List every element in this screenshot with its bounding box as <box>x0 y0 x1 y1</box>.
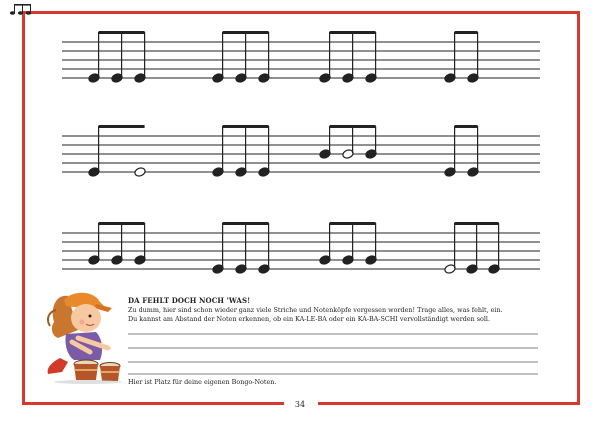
page-number: 34 <box>294 400 306 409</box>
caption-text: Hier ist Platz für deine eigenen Bongo-Noten. <box>128 378 277 386</box>
exercise-heading: DA FEHLT DOCH NOCH 'WAS! <box>128 296 251 305</box>
instruction-line-2: Du kannst am Abstand der Noten erkennen, ob ein KA-LE-BA oder ein KA-BA-SCHI vervollständigt werden soll. <box>128 315 491 323</box>
instruction-line-1: Zu dumm, hier sind schon wieder ganz viele Striche und Notenköpfe vergessen worden! Trage alles, was fehlt, ein. <box>128 306 503 314</box>
